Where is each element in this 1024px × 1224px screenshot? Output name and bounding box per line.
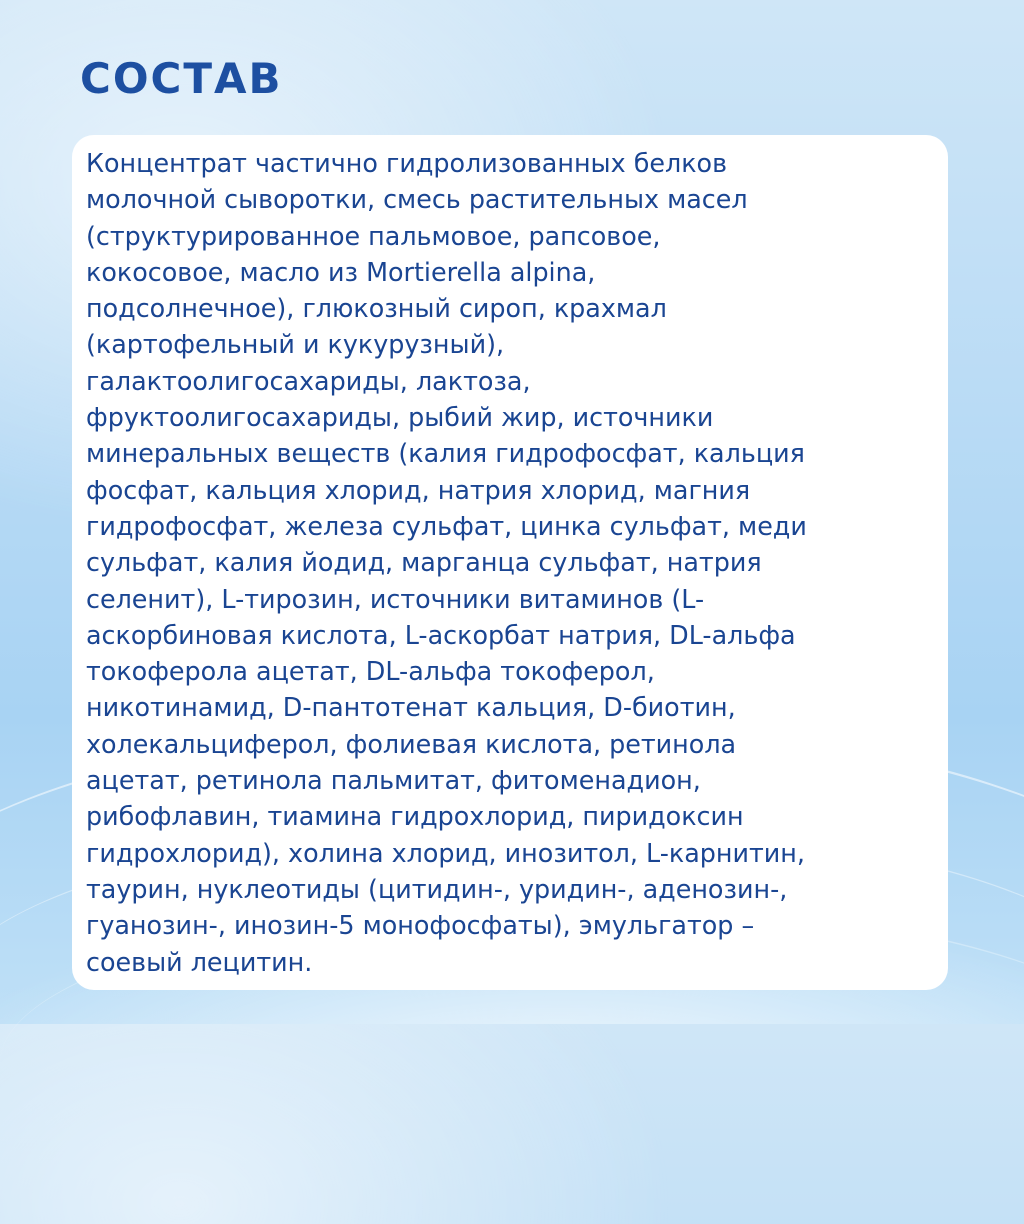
composition-card: [72, 135, 948, 990]
composition-line: сульфат, калия йодид, марганца сульфат, натрия: [86, 547, 762, 578]
composition-line: гидрофосфат, железа сульфат, цинка сульфат, меди: [86, 510, 807, 541]
composition-line: (структурированное пальмовое, рапсовое,: [86, 220, 661, 251]
composition-line: молочной сыворотки, смесь растительных масел: [86, 184, 748, 215]
composition-line: (картофельный и кукурузный),: [86, 329, 505, 360]
composition-line: Концентрат частично гидролизованных белков: [86, 148, 728, 178]
composition-line: рибофлавин, тиамина гидрохлорид, пиридоксин: [86, 801, 744, 832]
composition-line: токоферола ацетат, DL-альфа токоферол,: [86, 656, 655, 687]
composition-line: ацетат, ретинола пальмитат, фитоменадион,: [86, 765, 701, 796]
composition-line: минеральных веществ (калия гидрофосфат, кальция: [86, 438, 805, 469]
composition-line: таурин, нуклеотиды (цитидин-, уридин-, аденозин-,: [86, 873, 788, 904]
composition-line: аскорбиновая кислота, L-аскорбат натрия, DL-альфа: [86, 619, 796, 650]
composition-line: гуанозин-, инозин-5 монофосфаты), эмульгатор –: [86, 910, 755, 941]
composition-text: [86, 145, 938, 980]
composition-line: соевый лецитин.: [86, 946, 313, 977]
composition-line: фосфат, кальция хлорид, натрия хлорид, магния: [86, 474, 751, 505]
page-title: СОСТАВ: [80, 54, 283, 103]
composition-line: никотинамид, D-пантотенат кальция, D-биотин,: [86, 692, 736, 723]
composition-line: кокосовое, масло из Mortierella alpina,: [86, 256, 596, 287]
composition-line: холекальциферол, фолиевая кислота, ретинола: [86, 728, 737, 759]
composition-line: селенит), L-тирозин, источники витаминов (L-: [86, 583, 705, 614]
composition-line: подсолнечное), глюкозный сироп, крахмал: [86, 293, 667, 324]
composition-line: гидрохлорид), холина хлорид, инозитол, L-карнитин,: [86, 837, 805, 868]
composition-line: галактоолигосахариды, лактоза,: [86, 365, 531, 396]
composition-line: фруктоолигосахариды, рыбий жир, источники: [86, 402, 714, 433]
